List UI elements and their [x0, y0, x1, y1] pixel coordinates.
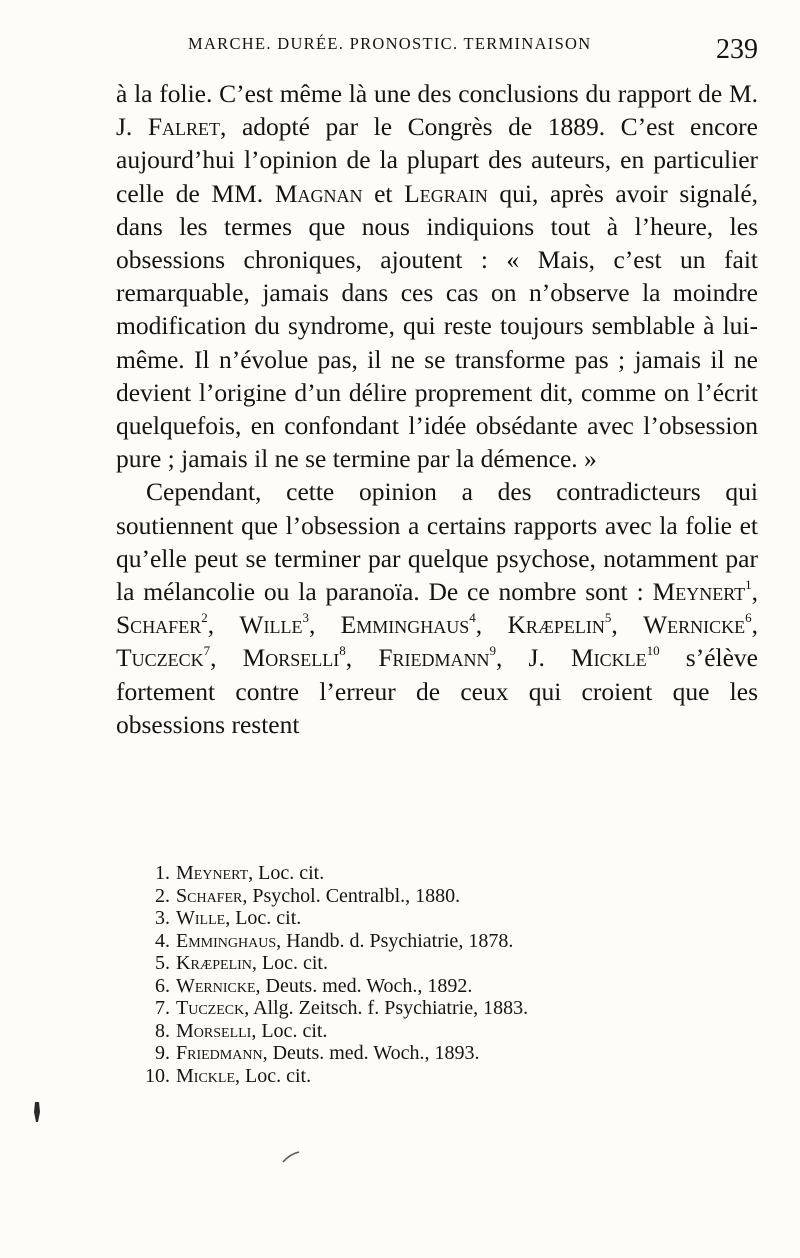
- footnote-number: 5.: [155, 952, 170, 974]
- separator: ,: [751, 577, 758, 607]
- author-wille: Wille: [239, 610, 303, 640]
- separator: ,: [207, 610, 240, 640]
- running-header: MARCHE. DURÉE. PRONOSTIC. TERMINAISON: [188, 34, 592, 53]
- footnote-author: Tuczeck: [176, 997, 245, 1019]
- separator: ,: [345, 643, 379, 673]
- separator: , J.: [496, 643, 571, 673]
- footnote-number: 9.: [155, 1042, 170, 1064]
- footnote-text: , Handb. d. Psychiatrie, 1878.: [276, 929, 514, 952]
- separator: ,: [611, 610, 644, 640]
- separator: ,: [475, 610, 508, 640]
- footnote-number: 4.: [155, 929, 170, 952]
- footnote-text: , Deuts. med. Woch., 1893.: [262, 1042, 480, 1064]
- footnote-ref: 7: [203, 642, 211, 658]
- footnote-author: Morselli: [176, 1019, 252, 1042]
- author-legrain: Legrain: [404, 178, 488, 208]
- p2-text-b: s’élève fortement contre l’erreur de ceux qui croient que les obsessions restent: [116, 643, 758, 739]
- p1-text-b: , adopté par le Congrès de 1889. C’est encore aujourd’hui l’opinion de la plupart des auteurs, en particulier celle de MM.: [116, 112, 758, 208]
- footnote: [124, 975, 684, 998]
- footnote-text: , Loc. cit.: [251, 1019, 328, 1042]
- footnote-text: , Loc. cit.: [251, 952, 328, 974]
- footnote-author: Emminghaus: [176, 929, 277, 952]
- footnote-ref: 10: [646, 642, 660, 658]
- footnote-ref: 6: [745, 609, 752, 625]
- p1-text-a: à la folie. C’est même là une des conclusions du rapport de M. J.: [116, 79, 758, 142]
- footnote-ref: 9: [489, 642, 496, 658]
- separator: ,: [751, 610, 759, 640]
- footnote-ref: 8: [339, 642, 346, 658]
- footnote-number: 6.: [155, 974, 170, 997]
- footnote-text: , Loc. cit.: [225, 907, 302, 929]
- footnote: [124, 1020, 684, 1043]
- footnote-ref: 5: [604, 609, 612, 625]
- author-falret: Falret: [147, 112, 221, 142]
- author-schafer: Schafer: [116, 610, 202, 640]
- footnote: [124, 930, 684, 953]
- author-friedmann: Friedmann: [378, 643, 490, 673]
- footnote-number: 10.: [145, 1064, 170, 1087]
- footnote-number: 8.: [155, 1019, 170, 1042]
- footnote-author: Wernicke: [176, 974, 256, 997]
- footnote: [124, 952, 684, 975]
- footnote-number: 2.: [155, 884, 170, 907]
- footnote-author: Friedmann: [176, 1042, 263, 1064]
- footnote-number: 3.: [155, 907, 170, 929]
- footnote: [124, 1065, 684, 1088]
- footnote-number: 1.: [155, 862, 170, 884]
- footnote: [124, 907, 684, 930]
- footnote-text: , Psychol. Centralbl., 1880.: [242, 884, 461, 907]
- author-kraepelin: Kræpelin: [507, 610, 605, 640]
- p2-text-a: Cependant, cette opinion a des contradicteurs qui soutiennent que l’obsession a certains rapports avec la folie et qu’elle peut se terminer par quelque psychose, notamment par la mélancolie ou la paranoïa. De ce nombre sont :: [116, 477, 758, 607]
- footnote: [124, 885, 684, 908]
- footnote-author: Schafer: [176, 884, 243, 907]
- body-text: [116, 77, 758, 741]
- footnotes: [124, 862, 684, 1087]
- separator: ,: [308, 610, 341, 640]
- footnote-text: , Deuts. med. Woch., 1892.: [255, 974, 473, 997]
- author-meynert: Meynert: [652, 577, 746, 607]
- footnote-text: , Loc. cit.: [235, 1064, 312, 1087]
- author-tuczeck: Tuczeck: [116, 643, 204, 673]
- footnote-author: Wille: [176, 907, 226, 929]
- paragraph-1: [116, 77, 758, 475]
- separator: ,: [210, 643, 243, 673]
- footnote-ref: 2: [201, 609, 208, 625]
- author-mickle: Mickle: [570, 643, 647, 673]
- p1-text-d: qui, après avoir signalé, dans les termes que nous indiquions tout à l’heure, les obsessions chroniques, ajoutent : « Mais, c’est un fait remarquable, jamais dans ces cas on n’observe la moindre modification du syndrome, qui reste toujours semblable à lui-même. Il n’évolue pas, il ne se transforme pas ; jamais il ne devient l’origine d’un délire proprement dit, comme on l’écrit quelquefois, en confondant l’idée obsédante avec l’obsession pure ; jamais il ne se termine par la démence. »: [116, 178, 759, 474]
- footnote-author: Mickle: [176, 1064, 235, 1087]
- paragraph-2: [116, 475, 758, 741]
- footnote-text: , Allg. Zeitsch. f. Psychiatrie, 1883.: [244, 997, 529, 1019]
- ink-blot: [30, 1100, 44, 1124]
- footnote: [124, 997, 684, 1020]
- page-number: 239: [716, 34, 758, 65]
- footnote-author: Meynert: [176, 862, 249, 884]
- footnote: [124, 862, 684, 885]
- p1-text-c: et: [362, 178, 405, 208]
- ink-mark: [282, 1150, 300, 1164]
- footnote-author: Kræpelin: [176, 952, 252, 974]
- footnote-ref: 1: [745, 576, 752, 592]
- author-morselli: Morselli: [242, 643, 340, 673]
- footnote-ref: 3: [302, 609, 309, 625]
- author-emminghaus: Emminghaus: [340, 610, 470, 640]
- footnote-number: 7.: [155, 997, 170, 1019]
- author-wernicke: Wernicke: [643, 610, 746, 640]
- footnote-ref: 4: [469, 609, 476, 625]
- author-magnan: Magnan: [274, 178, 363, 208]
- footnote-text: , Loc. cit.: [248, 862, 325, 884]
- footnote: [124, 1042, 684, 1065]
